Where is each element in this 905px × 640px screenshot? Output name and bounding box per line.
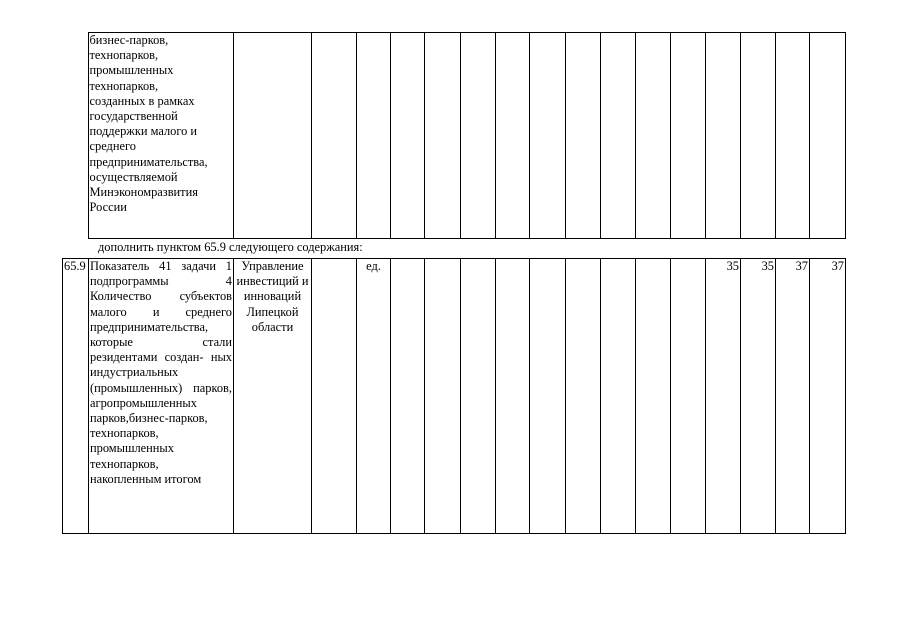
executor-cell <box>233 33 311 239</box>
new-item-table <box>62 258 846 534</box>
unit-cell: ед. <box>357 259 391 534</box>
value-cell: 35 <box>741 259 776 534</box>
value-cell <box>391 259 425 534</box>
continued-table <box>62 32 846 239</box>
amendment-note: дополнить пунктом 65.9 следующего содержания: <box>98 240 363 254</box>
value-cell <box>424 33 460 239</box>
value-cell <box>740 33 775 239</box>
value-cell <box>809 33 845 239</box>
number-cell <box>62 33 88 239</box>
value-cell <box>670 33 705 239</box>
indicator-cell: Показатель 41 задачи 1 подпрограммы 4 Количество субъектов малого и среднего предпринимательства, которые стали резидентами создан- ных индустриальных (промышленных) парков, агропромышленных парков,бизнес-парков, технопарков, промышленных технопарков, накопленным итогом <box>89 259 234 534</box>
value-cell: 37 <box>776 259 810 534</box>
indicator-cell: бизнес-парков, технопарков, промышленных технопарков, созданных в рамках государственной поддержки малого и среднего предпринимательства, осуществляемой Минэкономразвития России <box>88 33 233 239</box>
value-cell <box>390 33 424 239</box>
table-row <box>63 259 846 534</box>
value-cell <box>601 259 636 534</box>
value-cell <box>425 259 461 534</box>
value-cell <box>775 33 809 239</box>
empty-cell <box>312 259 357 534</box>
value-cell <box>461 259 496 534</box>
empty-cell <box>311 33 356 239</box>
table-row <box>62 33 845 239</box>
value-cell <box>636 259 671 534</box>
value-cell: 37 <box>810 259 846 534</box>
value-cell <box>565 33 600 239</box>
value-cell <box>495 33 529 239</box>
item-number: 65.9 <box>63 259 89 534</box>
value-cell <box>460 33 495 239</box>
value-cell <box>705 33 740 239</box>
value-cell <box>671 259 706 534</box>
value-cell <box>530 259 566 534</box>
value-cell <box>529 33 565 239</box>
value-cell <box>566 259 601 534</box>
value-cell <box>635 33 670 239</box>
value-cell: 35 <box>706 259 741 534</box>
executor-cell: Управление инвестиций и инноваций Липецкой области <box>234 259 312 534</box>
value-cell <box>496 259 530 534</box>
unit-cell <box>356 33 390 239</box>
value-cell <box>600 33 635 239</box>
